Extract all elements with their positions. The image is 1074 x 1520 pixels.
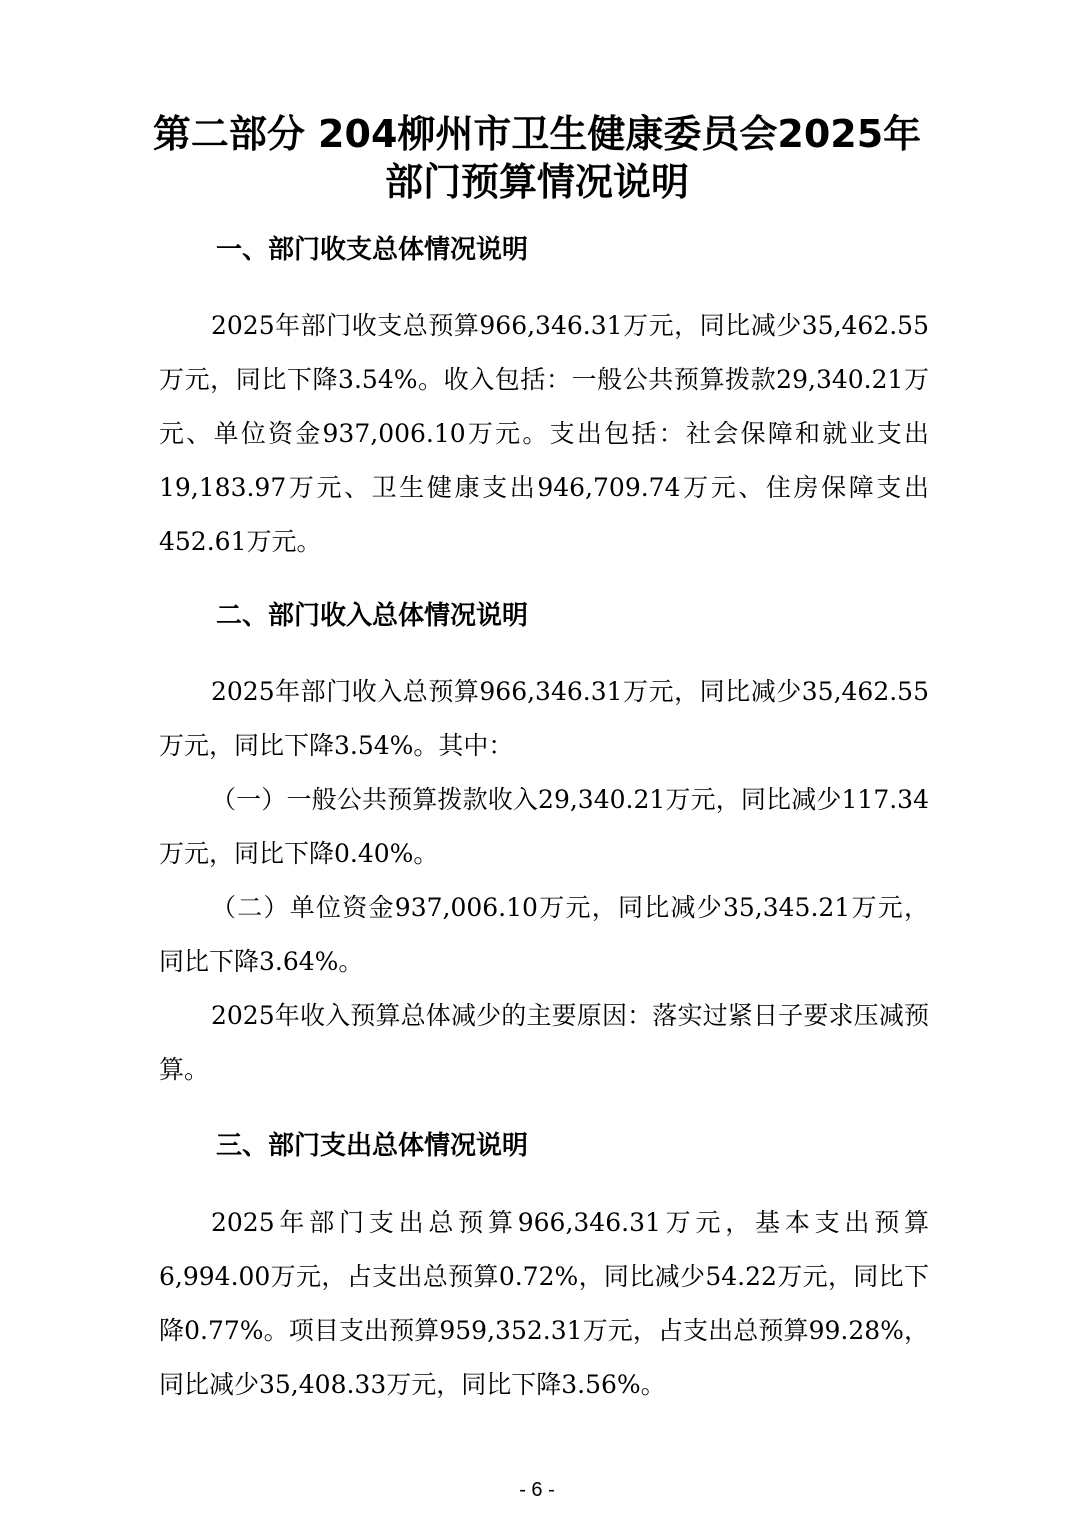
section-3-paragraph-1: 2025年部门支出总预算966,346.31万元，基本支出预算6,994.00万元，占支出总预算0.72%，同比减少54.22万元，同比下降0.77%。项目支出预算959,352.31万元，占支出总预算99.28%，同比减少35,408.33万元，同比下降3.56%。: [159, 1208, 929, 1399]
section-heading-1: 一、部门收支总体情况说明: [216, 235, 529, 265]
section-2-paragraph-4: 2025年收入预算总体减少的主要原因：落实过紧日子要求压减预算。: [159, 1001, 929, 1084]
section-2-paragraph-2: （一）一般公共预算拨款收入29,340.21万元，同比减少117.34万元，同比下降0.40%。: [159, 785, 929, 868]
page-number: - 6 -: [519, 1479, 555, 1501]
section-1-paragraph-1: 2025年部门收支总预算966,346.31万元，同比减少35,462.55万元，同比下降3.54%。收入包括：一般公共预算拨款29,340.21万元、单位资金937,006.10万元。支出包括：社会保障和就业支出19,183.97万元、卫生健康支出946,709.74万元、住房保障支出452.61万元。: [159, 311, 929, 556]
section-2-paragraph-3: （二）单位资金937,006.10万元，同比减少35,345.21万元，同比下降3.64%。: [159, 893, 929, 976]
title-line-2: 部门预算情况说明: [384, 160, 689, 204]
section-heading-3: 三、部门支出总体情况说明: [216, 1131, 529, 1161]
title-line-1: 第二部分 204柳州市卫生健康委员会2025年: [152, 112, 922, 156]
page-title: [60, 110, 1014, 206]
section-heading-2: 二、部门收入总体情况说明: [216, 601, 529, 631]
section-2-paragraph-1: 2025年部门收入总预算966,346.31万元，同比减少35,462.55万元，同比下降3.54%。其中：: [159, 677, 929, 760]
